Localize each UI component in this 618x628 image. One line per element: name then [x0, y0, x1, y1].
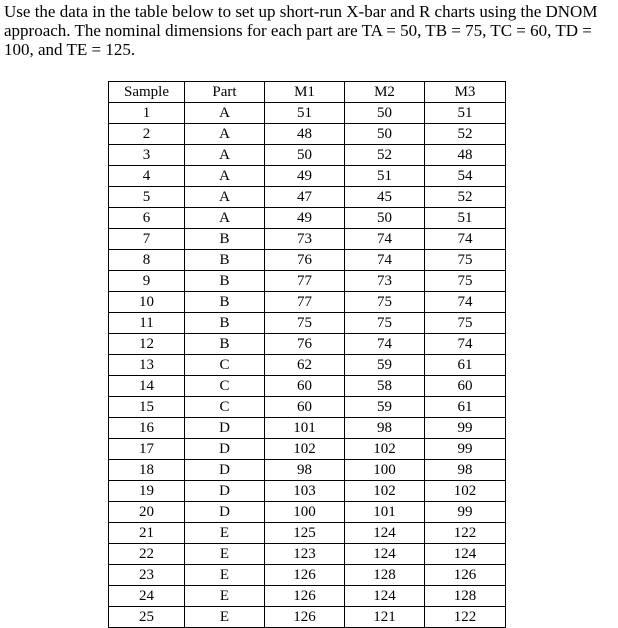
part-cell: A [185, 145, 265, 166]
m3-cell: 61 [425, 355, 506, 376]
m2-cell: 74 [345, 250, 425, 271]
m3-cell: 122 [425, 607, 506, 628]
sample-cell: 2 [109, 124, 185, 145]
m3-cell: 61 [425, 397, 506, 418]
m3-cell: 52 [425, 187, 506, 208]
m1-cell: 77 [265, 292, 345, 313]
m2-cell: 102 [345, 439, 425, 460]
part-cell: D [185, 502, 265, 523]
sample-cell: 5 [109, 187, 185, 208]
m2-cell: 59 [345, 355, 425, 376]
part-cell: E [185, 523, 265, 544]
part-cell: E [185, 607, 265, 628]
m2-cell: 75 [345, 313, 425, 334]
problem-statement: Use the data in the table below to set up short-run X-bar and R charts using the DNOM approach. The nominal dimensions for each part are TA = 50, TB = 75, TC = 60, TD = 100, and TE = 125. [4, 2, 598, 59]
m1-cell: 49 [265, 208, 345, 229]
measurement-table [108, 81, 506, 628]
part-cell: C [185, 397, 265, 418]
m2-cell: 74 [345, 334, 425, 355]
part-cell: A [185, 187, 265, 208]
m1-cell: 125 [265, 523, 345, 544]
table-row [109, 229, 506, 250]
part-cell: D [185, 418, 265, 439]
m3-cell: 75 [425, 313, 506, 334]
m1-cell: 47 [265, 187, 345, 208]
m3-cell: 75 [425, 271, 506, 292]
m1-cell: 76 [265, 250, 345, 271]
m2-cell: 102 [345, 481, 425, 502]
m2-cell: 124 [345, 586, 425, 607]
part-cell: B [185, 334, 265, 355]
table-row [109, 460, 506, 481]
part-cell: D [185, 460, 265, 481]
part-cell: A [185, 124, 265, 145]
m3-cell: 128 [425, 586, 506, 607]
part-cell: B [185, 229, 265, 250]
m2-cell: 128 [345, 565, 425, 586]
table-row [109, 166, 506, 187]
part-cell: B [185, 313, 265, 334]
m1-cell: 100 [265, 502, 345, 523]
part-cell: B [185, 292, 265, 313]
part-cell: E [185, 586, 265, 607]
table-row [109, 271, 506, 292]
m1-cell: 75 [265, 313, 345, 334]
m2-cell: 50 [345, 103, 425, 124]
m2-cell: 45 [345, 187, 425, 208]
part-cell: D [185, 481, 265, 502]
table-row [109, 376, 506, 397]
m3-cell: 51 [425, 103, 506, 124]
table-row [109, 250, 506, 271]
m2-cell: 73 [345, 271, 425, 292]
m1-cell: 62 [265, 355, 345, 376]
table-row [109, 208, 506, 229]
table-row [109, 586, 506, 607]
table-row [109, 355, 506, 376]
m3-cell: 48 [425, 145, 506, 166]
m2-cell: 50 [345, 124, 425, 145]
m2-cell: 59 [345, 397, 425, 418]
m3-cell: 54 [425, 166, 506, 187]
m1-cell: 60 [265, 397, 345, 418]
sample-cell: 6 [109, 208, 185, 229]
m3-cell: 99 [425, 502, 506, 523]
part-cell: A [185, 166, 265, 187]
m1-cell: 126 [265, 565, 345, 586]
m2-cell: 58 [345, 376, 425, 397]
sample-cell: 19 [109, 481, 185, 502]
part-cell: B [185, 250, 265, 271]
m3-cell: 52 [425, 124, 506, 145]
m1-cell: 101 [265, 418, 345, 439]
part-cell: C [185, 376, 265, 397]
header-m1: M1 [265, 82, 345, 103]
m3-cell: 74 [425, 292, 506, 313]
m1-cell: 60 [265, 376, 345, 397]
sample-cell: 9 [109, 271, 185, 292]
sample-cell: 18 [109, 460, 185, 481]
sample-cell: 11 [109, 313, 185, 334]
sample-cell: 15 [109, 397, 185, 418]
m1-cell: 76 [265, 334, 345, 355]
sample-cell: 20 [109, 502, 185, 523]
m2-cell: 74 [345, 229, 425, 250]
table-row [109, 187, 506, 208]
sample-cell: 3 [109, 145, 185, 166]
header-m3: M3 [425, 82, 506, 103]
m1-cell: 48 [265, 124, 345, 145]
sample-cell: 12 [109, 334, 185, 355]
table-row [109, 502, 506, 523]
sample-cell: 4 [109, 166, 185, 187]
m1-cell: 77 [265, 271, 345, 292]
sample-cell: 23 [109, 565, 185, 586]
table-row [109, 544, 506, 565]
sample-cell: 16 [109, 418, 185, 439]
sample-cell: 7 [109, 229, 185, 250]
sample-cell: 8 [109, 250, 185, 271]
m3-cell: 122 [425, 523, 506, 544]
header-sample: Sample [109, 82, 185, 103]
m1-cell: 73 [265, 229, 345, 250]
m3-cell: 126 [425, 565, 506, 586]
table-row [109, 292, 506, 313]
table-row [109, 397, 506, 418]
table-row [109, 439, 506, 460]
sample-cell: 22 [109, 544, 185, 565]
m3-cell: 102 [425, 481, 506, 502]
table-row [109, 103, 506, 124]
m2-cell: 51 [345, 166, 425, 187]
m1-cell: 103 [265, 481, 345, 502]
table-row [109, 565, 506, 586]
sample-cell: 25 [109, 607, 185, 628]
m3-cell: 98 [425, 460, 506, 481]
m3-cell: 99 [425, 418, 506, 439]
m2-cell: 124 [345, 544, 425, 565]
sample-cell: 14 [109, 376, 185, 397]
m1-cell: 50 [265, 145, 345, 166]
m2-cell: 52 [345, 145, 425, 166]
sample-cell: 13 [109, 355, 185, 376]
table-row [109, 523, 506, 544]
part-cell: E [185, 544, 265, 565]
m2-cell: 101 [345, 502, 425, 523]
header-part: Part [185, 82, 265, 103]
table-row [109, 334, 506, 355]
m1-cell: 102 [265, 439, 345, 460]
m1-cell: 126 [265, 586, 345, 607]
m1-cell: 123 [265, 544, 345, 565]
table-row [109, 481, 506, 502]
table-row [109, 124, 506, 145]
part-cell: D [185, 439, 265, 460]
m3-cell: 124 [425, 544, 506, 565]
sample-cell: 1 [109, 103, 185, 124]
m1-cell: 98 [265, 460, 345, 481]
m2-cell: 100 [345, 460, 425, 481]
table-row [109, 607, 506, 628]
m2-cell: 50 [345, 208, 425, 229]
sample-cell: 21 [109, 523, 185, 544]
table-header-row [109, 82, 506, 103]
table-row [109, 313, 506, 334]
m3-cell: 99 [425, 439, 506, 460]
table-body [109, 103, 506, 628]
table-row [109, 418, 506, 439]
table-row [109, 145, 506, 166]
part-cell: E [185, 565, 265, 586]
m3-cell: 51 [425, 208, 506, 229]
m1-cell: 49 [265, 166, 345, 187]
m3-cell: 60 [425, 376, 506, 397]
m3-cell: 74 [425, 334, 506, 355]
sample-cell: 10 [109, 292, 185, 313]
m2-cell: 121 [345, 607, 425, 628]
part-cell: C [185, 355, 265, 376]
m3-cell: 75 [425, 250, 506, 271]
m1-cell: 51 [265, 103, 345, 124]
m1-cell: 126 [265, 607, 345, 628]
sample-cell: 17 [109, 439, 185, 460]
m3-cell: 74 [425, 229, 506, 250]
m2-cell: 75 [345, 292, 425, 313]
sample-cell: 24 [109, 586, 185, 607]
m2-cell: 124 [345, 523, 425, 544]
part-cell: A [185, 103, 265, 124]
part-cell: A [185, 208, 265, 229]
header-m2: M2 [345, 82, 425, 103]
part-cell: B [185, 271, 265, 292]
m2-cell: 98 [345, 418, 425, 439]
